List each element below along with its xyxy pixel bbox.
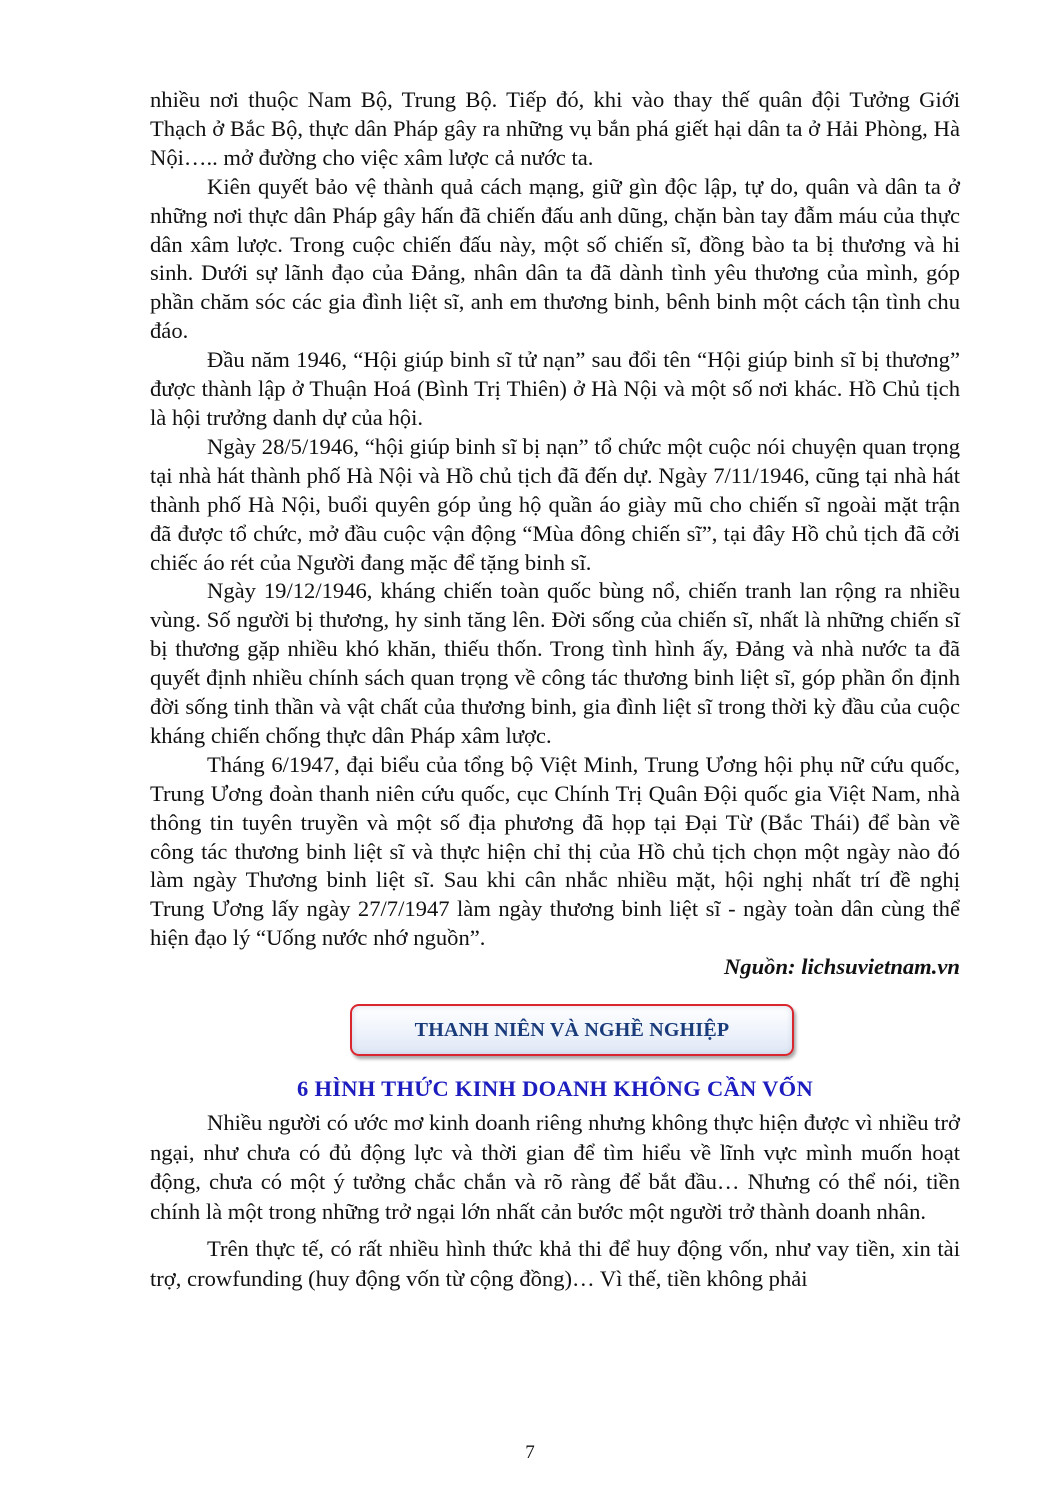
body-paragraph-4: Ngày 28/5/1946, “hội giúp binh sĩ bị nạn” tổ chức một cuộc nói chuyện quan trọng tại nhà hát thành phố Hà Nội và Hồ chủ tịch đã đến dự. Ngày 7/11/1946, cũng tại nhà hát thành phố Hà Nội, buổi quyên góp ủng hộ quần áo giày mũ cho chiến sĩ ngoài mặt trận đã được tổ chức, mở đầu cuộc vận động “Mùa đông chiến sĩ”, tại đây Hồ chủ tịch đã cởi chiếc áo rét của Người đang mặc để tặng binh sĩ. xyxy=(150,433,960,575)
body-paragraph-1: nhiều nơi thuộc Nam Bộ, Trung Bộ. Tiếp đó, khi vào thay thế quân đội Tưởng Giới Thạch ở Bắc Bộ, thực dân Pháp gây ra những vụ bắn phá giết hại dân ta ở Hải Phòng, Hà Nội….. mở đường cho việc xâm lược cả nước ta. xyxy=(150,87,960,170)
section-banner xyxy=(350,1004,794,1056)
section-banner-label: THANH NIÊN VÀ NGHỀ NGHIỆP xyxy=(414,1018,730,1041)
body-paragraph-5: Ngày 19/12/1946, kháng chiến toàn quốc bùng nổ, chiến tranh lan rộng ra nhiều vùng. Số người bị thương, hy sinh tăng lên. Đời sống của chiến sĩ, nhất là những chiến sĩ bị thương gặp nhiều khó khăn, thiếu thốn. Trong tình hình ấy, Đảng và nhà nước ta đã quyết định nhiều chính sách quan trọng về công tác thương binh liệt sĩ, góp phần ổn định đời sống tinh thần và vật chất của thương binh, gia đình liệt sĩ trong thời kỳ đầu của cuộc kháng chiến chống thực dân Pháp xâm lược. xyxy=(150,578,960,748)
article-paragraph-1: Nhiều người có ước mơ kinh doanh riêng nhưng không thực hiện được vì nhiều trở ngại, như chưa có đủ động lực và thời gian để tìm hiểu về lĩnh vực mình muốn hoạt động, chưa có một ý tưởng chắc chắn và rõ ràng để bắt đầu… Nhưng có thể nói, tiền chính là một trong những trở ngại lớn nhất cản bước một người trở thành doanh nhân. xyxy=(150,1110,960,1224)
body-paragraph-6: Tháng 6/1947, đại biểu của tổng bộ Việt Minh, Trung Ương hội phụ nữ cứu quốc, Trung Ương đoàn thanh niên cứu quốc, cục Chính Trị Quân Đội quốc gia Việt Nam, nhà thông tin tuyên truyền và một số địa phương đã họp tại Đại Từ (Bắc Thái) để bàn về công tác thương binh liệt sĩ và thực hiện chỉ thị của Hồ chủ tịch chọn một ngày nào đó làm ngày Thương binh liệt sĩ. Sau khi cân nhắc nhiều mặt, hội nghị nhất trí đề nghị Trung Ương lấy ngày 27/7/1947 làm ngày thương binh liệt sĩ - ngày toàn dân cùng thể hiện đạo lý “Uống nước nhớ nguồn”. xyxy=(150,751,960,951)
section-banner-wrapper xyxy=(150,1004,960,1062)
page-number: 7 xyxy=(525,1442,535,1463)
source-credit: Nguồn: lichsuvietnam.vn xyxy=(723,954,960,980)
article-paragraph-2: Trên thực tế, có rất nhiều hình thức khả thi để huy động vốn, như vay tiền, xin tài trợ, crowfunding (huy động vốn từ cộng đồng)… Vì thế, tiền không phải xyxy=(150,1236,960,1291)
body-paragraph-2: Kiên quyết bảo vệ thành quả cách mạng, giữ gìn độc lập, tự do, quân và dân ta ở những nơi thực dân Pháp gây hấn đã chiến đấu anh dũng, chặn bàn tay đẫm máu của thực dân xâm lược. Trong cuộc chiến đấu này, một số chiến sĩ, đồng bào ta bị thương và hi sinh. Dưới sự lãnh đạo của Đảng, nhân dân ta đã dành tình yêu thương của mình, góp phần chăm sóc các gia đình liệt sĩ, anh em thương binh, bênh binh một cách tận tình chu đáo. xyxy=(150,173,960,344)
body-paragraph-3: Đầu năm 1946, “Hội giúp binh sĩ tử nạn” sau đổi tên “Hội giúp binh sĩ bị thương” được thành lập ở Thuận Hoá (Bình Trị Thiên) ở Hà Nội và một số nơi khác. Hồ Chủ tịch là hội trưởng danh dự của hội. xyxy=(150,347,960,430)
document-page xyxy=(150,86,960,1293)
article-title: 6 HÌNH THỨC KINH DOANH KHÔNG CẦN VỐN xyxy=(296,1076,814,1102)
